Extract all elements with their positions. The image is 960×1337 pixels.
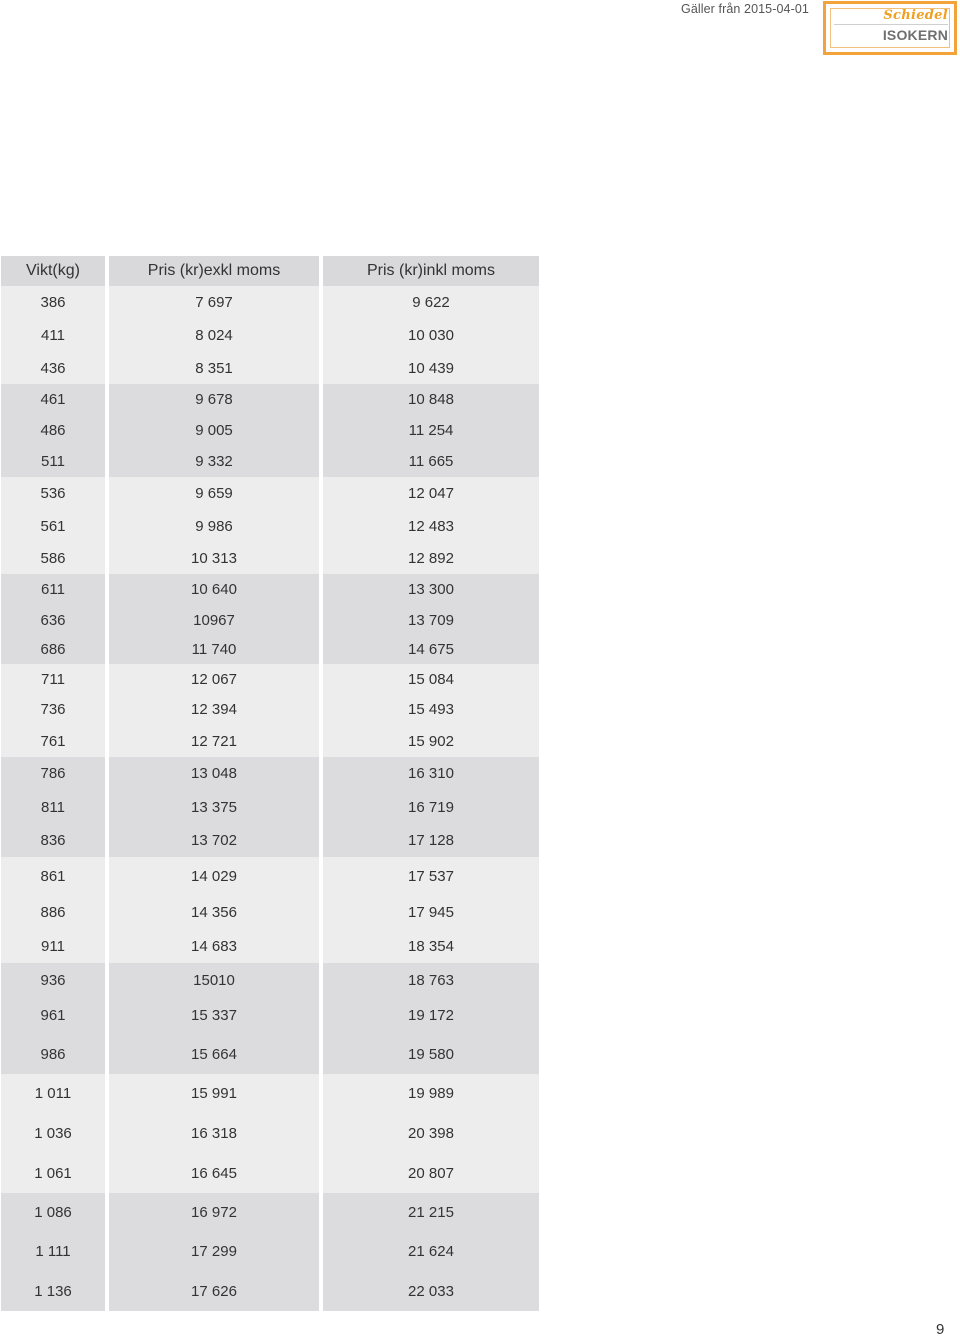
table-row — [1, 384, 539, 415]
cell-weight: 761 — [1, 725, 105, 757]
cell-price-excl-vat: 8 024 — [109, 319, 319, 352]
cell-weight: 461 — [1, 384, 105, 415]
cell-weight: 486 — [1, 415, 105, 446]
cell-weight: 936 — [1, 963, 105, 997]
table-row — [1, 542, 539, 574]
cell-price-excl-vat: 17 299 — [109, 1232, 319, 1271]
cell-price-excl-vat: 16 972 — [109, 1193, 319, 1232]
cell-weight: 836 — [1, 824, 105, 857]
schiedel-isokern-logo — [823, 1, 957, 55]
cell-weight: 911 — [1, 930, 105, 963]
cell-weight: 886 — [1, 895, 105, 930]
cell-price-incl-vat: 15 902 — [323, 725, 539, 757]
price-table — [1, 256, 539, 1311]
cell-price-excl-vat: 11 740 — [109, 635, 319, 664]
cell-price-excl-vat: 15 991 — [109, 1074, 319, 1113]
cell-weight: 511 — [1, 446, 105, 477]
cell-price-incl-vat: 19 172 — [323, 997, 539, 1034]
logo-product-name: ISOKERN — [882, 27, 948, 43]
table-row — [1, 857, 539, 895]
table-row — [1, 415, 539, 446]
cell-price-incl-vat: 10 439 — [323, 352, 539, 384]
cell-price-excl-vat: 15 337 — [109, 997, 319, 1034]
cell-price-incl-vat: 18 354 — [323, 930, 539, 963]
table-row — [1, 574, 539, 605]
cell-price-excl-vat: 9 332 — [109, 446, 319, 477]
cell-price-excl-vat: 14 029 — [109, 857, 319, 895]
cell-price-excl-vat: 12 067 — [109, 664, 319, 694]
cell-price-excl-vat: 7 697 — [109, 286, 319, 319]
cell-weight: 411 — [1, 319, 105, 352]
table-row — [1, 895, 539, 930]
table-row — [1, 1074, 539, 1113]
cell-price-incl-vat: 17 537 — [323, 857, 539, 895]
cell-weight: 561 — [1, 510, 105, 542]
cell-price-incl-vat: 12 047 — [323, 477, 539, 510]
cell-price-excl-vat: 9 659 — [109, 477, 319, 510]
cell-price-excl-vat: 10 640 — [109, 574, 319, 605]
cell-price-excl-vat: 17 626 — [109, 1271, 319, 1311]
table-row — [1, 930, 539, 963]
page-number: 9 — [936, 1321, 945, 1337]
cell-price-excl-vat: 14 683 — [109, 930, 319, 963]
cell-price-incl-vat: 20 807 — [323, 1153, 539, 1193]
table-row — [1, 1232, 539, 1271]
cell-price-excl-vat: 15010 — [109, 963, 319, 997]
cell-price-incl-vat: 16 310 — [323, 757, 539, 790]
cell-price-incl-vat: 20 398 — [323, 1113, 539, 1153]
cell-weight: 586 — [1, 542, 105, 574]
cell-price-excl-vat: 10967 — [109, 605, 319, 635]
cell-price-incl-vat: 15 493 — [323, 694, 539, 725]
table-row — [1, 446, 539, 477]
cell-price-incl-vat: 21 215 — [323, 1193, 539, 1232]
table-row — [1, 790, 539, 824]
cell-weight: 811 — [1, 790, 105, 824]
cell-price-excl-vat: 12 394 — [109, 694, 319, 725]
cell-weight: 961 — [1, 997, 105, 1034]
cell-weight: 636 — [1, 605, 105, 635]
logo-brand-name: Schiedel — [883, 8, 948, 23]
table-header-row — [1, 256, 539, 286]
cell-price-incl-vat: 12 483 — [323, 510, 539, 542]
cell-price-incl-vat: 11 254 — [323, 415, 539, 446]
cell-price-incl-vat: 17 945 — [323, 895, 539, 930]
cell-weight: 711 — [1, 664, 105, 694]
cell-weight: 1 061 — [1, 1153, 105, 1193]
validity-date: Gäller från 2015-04-01 — [681, 2, 809, 16]
table-row — [1, 664, 539, 694]
cell-weight: 861 — [1, 857, 105, 895]
column-header-weight: Vikt(kg) — [1, 256, 105, 286]
table-row — [1, 725, 539, 757]
cell-price-incl-vat: 19 580 — [323, 1034, 539, 1074]
cell-price-excl-vat: 14 356 — [109, 895, 319, 930]
table-body — [1, 286, 539, 1311]
cell-weight: 536 — [1, 477, 105, 510]
table-row — [1, 319, 539, 352]
table-row — [1, 824, 539, 857]
cell-weight: 736 — [1, 694, 105, 725]
cell-price-excl-vat: 9 986 — [109, 510, 319, 542]
cell-price-excl-vat: 9 005 — [109, 415, 319, 446]
column-header-price-excl-vat: Pris (kr)exkl moms — [109, 256, 319, 286]
cell-price-incl-vat: 13 300 — [323, 574, 539, 605]
cell-price-incl-vat: 14 675 — [323, 635, 539, 664]
cell-weight: 686 — [1, 635, 105, 664]
table-row — [1, 635, 539, 664]
cell-price-incl-vat: 10 848 — [323, 384, 539, 415]
cell-price-incl-vat: 19 989 — [323, 1074, 539, 1113]
table-row — [1, 1271, 539, 1311]
cell-price-incl-vat: 11 665 — [323, 446, 539, 477]
table-row — [1, 352, 539, 384]
table-row — [1, 1153, 539, 1193]
cell-weight: 611 — [1, 574, 105, 605]
table-row — [1, 510, 539, 542]
cell-price-incl-vat: 10 030 — [323, 319, 539, 352]
cell-price-incl-vat: 12 892 — [323, 542, 539, 574]
table-row — [1, 963, 539, 997]
table-row — [1, 757, 539, 790]
table-row — [1, 997, 539, 1034]
cell-price-excl-vat: 9 678 — [109, 384, 319, 415]
cell-weight: 1 011 — [1, 1074, 105, 1113]
cell-price-incl-vat: 9 622 — [323, 286, 539, 319]
logo-divider — [834, 24, 948, 25]
cell-weight: 1 136 — [1, 1271, 105, 1311]
table-row — [1, 605, 539, 635]
cell-price-excl-vat: 13 375 — [109, 790, 319, 824]
column-header-price-incl-vat: Pris (kr)inkl moms — [323, 256, 539, 286]
cell-price-excl-vat: 8 351 — [109, 352, 319, 384]
table-row — [1, 286, 539, 319]
cell-weight: 986 — [1, 1034, 105, 1074]
cell-price-incl-vat: 15 084 — [323, 664, 539, 694]
cell-price-incl-vat: 17 128 — [323, 824, 539, 857]
cell-price-excl-vat: 10 313 — [109, 542, 319, 574]
cell-price-excl-vat: 16 645 — [109, 1153, 319, 1193]
table-row — [1, 1113, 539, 1153]
cell-price-incl-vat: 18 763 — [323, 963, 539, 997]
cell-price-incl-vat: 21 624 — [323, 1232, 539, 1271]
cell-price-incl-vat: 22 033 — [323, 1271, 539, 1311]
cell-price-excl-vat: 16 318 — [109, 1113, 319, 1153]
cell-weight: 386 — [1, 286, 105, 319]
cell-weight: 1 086 — [1, 1193, 105, 1232]
cell-price-incl-vat: 16 719 — [323, 790, 539, 824]
cell-weight: 436 — [1, 352, 105, 384]
table-row — [1, 694, 539, 725]
cell-price-excl-vat: 15 664 — [109, 1034, 319, 1074]
cell-price-incl-vat: 13 709 — [323, 605, 539, 635]
table-row — [1, 1034, 539, 1074]
cell-weight: 1 036 — [1, 1113, 105, 1153]
cell-price-excl-vat: 12 721 — [109, 725, 319, 757]
cell-price-excl-vat: 13 048 — [109, 757, 319, 790]
cell-price-excl-vat: 13 702 — [109, 824, 319, 857]
cell-weight: 1 111 — [1, 1232, 105, 1271]
cell-weight: 786 — [1, 757, 105, 790]
table-row — [1, 477, 539, 510]
table-row — [1, 1193, 539, 1232]
